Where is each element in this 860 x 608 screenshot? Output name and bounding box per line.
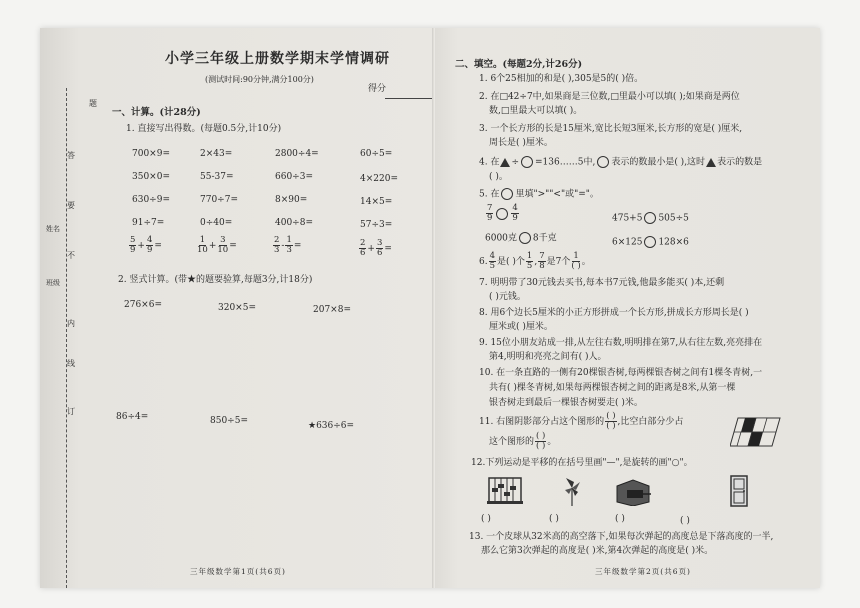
oral-question: 8×90= [275, 195, 308, 205]
compare-item [485, 204, 520, 223]
question-3-line-2: 周长是( )厘米。 [489, 138, 553, 148]
shaded-parallelogram-figure [730, 416, 782, 448]
oral-question: 55-37= [200, 172, 234, 182]
oral-question: 660÷3= [275, 172, 313, 182]
fraction: $\frac{2}{3}$ [274, 235, 280, 255]
pinwheel-icon [563, 476, 581, 506]
question-9-line-1: 9. 15位小朋友站成一排,从左往右数,明明排在第7,从右往左数,亮亮排在 [479, 338, 763, 348]
question-4-line-1: 4. 在 ÷ =136……5中, 表示的数最小是( ),这时 表示的数是 [479, 157, 763, 168]
exam-title: 小学三年级上册数学期末学情调研 [165, 51, 390, 67]
question-11-line-2: 这个图形的 $\frac{( )}{( )}$ 。 [489, 431, 557, 451]
fraction: $\frac{1}{3}$ [286, 235, 292, 255]
oral-question: 700×9= [132, 149, 170, 159]
binding-char: 不 [67, 251, 75, 260]
page-2 [435, 28, 820, 588]
fraction-question: $\frac{2}{6}$ + $\frac{3}{6}$ = [360, 238, 392, 258]
question-10-line-2: 共有( )棵冬青树,如果每两棵银杏树之间的距离是8米,从第一棵 [489, 383, 736, 393]
binding-char: 内 [67, 319, 75, 328]
fraction: $\frac{1}{( )}$ [571, 251, 581, 271]
binding-line [66, 88, 68, 588]
question-13-line-1: 13. 一个皮球从32米高的高空落下,如果每次弹起的高度总是下落高度的一半, [469, 532, 774, 542]
fraction: $\frac{3}{6}$ [376, 238, 383, 258]
vertical-question: 86÷4= [116, 412, 149, 422]
question-3-line-1: 3. 一个长方形的长是15厘米,宽比长短3厘米,长方形的宽是( )厘米, [479, 124, 743, 134]
oral-question: 60÷5= [360, 149, 393, 159]
binding-char: 线 [67, 359, 75, 368]
fraction: $\frac{2}{6}$ [360, 238, 366, 258]
question-10-line-1: 10. 在一条直路的一侧有20棵银杏树,每两棵银杏树之间有1棵冬青树,一 [479, 368, 763, 378]
vertical-question-starred: ★636÷6= [308, 421, 355, 431]
question-5: 5. 在 里填">""<"或"="。 [479, 189, 599, 200]
fraction-question: $\frac{1}{10}$ + $\frac{3}{10}$ = [197, 235, 237, 255]
fraction: $\frac{5}{9}$ [130, 235, 136, 255]
fraction: $\frac{4}{5}$ [489, 251, 496, 271]
answer-blank[interactable]: ( ) [481, 514, 491, 524]
compare-circle[interactable] [519, 232, 531, 244]
question-7-line-1: 7. 明明带了30元钱去买书,每本书7元钱,他最多能买( )本,还剩 [479, 278, 725, 288]
drawer-icon [613, 478, 653, 506]
compare-item: 6×125 128×6 [612, 237, 689, 248]
door-icon [729, 474, 749, 508]
question-2-line-2: 数,□里最大可以填( )。 [489, 106, 583, 116]
exam-subtitle: (测试时间:90分钟,满分100分) [205, 75, 314, 84]
oral-question: 770÷7= [200, 195, 238, 205]
fraction: $\frac{3}{10}$ [217, 235, 229, 255]
fraction-question: $\frac{5}{9}$ + $\frac{4}{9}$ = [130, 235, 162, 255]
fraction: $\frac{1}{10}$ [197, 235, 208, 255]
answer-blank[interactable]: ( ) [615, 514, 625, 524]
question-12: 12.下列运动是平移的在括号里画"—",是旋转的画"○"。 [471, 458, 693, 468]
exam-paper [40, 28, 820, 588]
fraction: $\frac{( )}{( )}$ [536, 431, 546, 451]
oral-question: 4×220= [360, 174, 398, 184]
oral-question: 2800÷4= [275, 149, 319, 159]
compare-circle[interactable] [644, 236, 656, 248]
compare-item: 475+5 505÷5 [612, 213, 689, 224]
question-2-line-1: 2. 在□42÷7中,如果商是三位数,□里最小可以填( );如果商是两位 [479, 92, 740, 102]
subsection-1-2: 2. 竖式计算。(带★的题要验算,每题3分,计18分) [118, 275, 313, 285]
oral-question: 400÷8= [275, 218, 313, 228]
vertical-question: 320×5= [218, 303, 256, 313]
abacus-icon [487, 474, 523, 506]
circle-icon [597, 156, 609, 168]
binding-char: 题 [89, 99, 97, 108]
question-6: 6. $\frac{4}{5}$ 是( )个 $\frac{1}{5}$ , $\frac{7}{8}$ 是7个 $\frac{1}{( )}$ 。 [479, 251, 591, 271]
question-1: 1. 6个25相加的和是( ),305是5的( )倍。 [479, 74, 644, 84]
vertical-question: 276×6= [124, 300, 162, 310]
oral-question: 2×43= [200, 149, 233, 159]
oral-question: 91÷7= [132, 218, 165, 228]
question-9-line-2: 第4,明明和亮亮之间有( )人。 [489, 352, 607, 362]
oral-question: 630÷9= [132, 195, 170, 205]
binding-char: 答 [67, 151, 75, 160]
fraction: $\frac{( )}{( )}$ [606, 411, 616, 431]
score-label: 得分 [368, 84, 387, 94]
subsection-1-1: 1. 直接写出得数。(每题0.5分,计10分) [126, 124, 282, 134]
question-4-line-2: ( )。 [489, 172, 508, 182]
fraction: $\frac{7}{8}$ [539, 251, 545, 271]
oral-question: 0÷40= [200, 218, 233, 228]
circle-icon [501, 188, 513, 200]
question-8-line-1: 8. 用6个边长5厘米的小正方形拼成一个长方形,拼成长方形周长是( ) [479, 308, 749, 318]
triangle-icon [706, 158, 716, 167]
section-2-heading: 二、填空。(每题2分,计26分) [455, 59, 583, 70]
binding-label-class: 班级 [46, 279, 60, 287]
vertical-question: 850÷5= [210, 416, 248, 426]
vertical-question: 207×8= [313, 305, 351, 315]
answer-blank[interactable]: ( ) [680, 516, 690, 526]
page-2-footer: 三年级数学第2页(共6页) [595, 567, 691, 576]
oral-question: 350×0= [132, 172, 170, 182]
question-11-line-1: 11. 右图阴影部分占这个图形的 $\frac{( )}{( )}$ ,比空白部分少占 [479, 411, 684, 431]
oral-question: 57÷3= [360, 220, 393, 230]
triangle-icon [500, 158, 510, 167]
fraction: $\frac{7}{9}$ [487, 203, 493, 223]
fraction: $\frac{4}{9}$ [512, 203, 518, 223]
oral-question: 14×5= [360, 197, 393, 207]
question-7-line-2: ( )元钱。 [489, 292, 526, 302]
compare-circle[interactable] [496, 208, 508, 220]
binding-char: 订 [67, 407, 75, 416]
binding-label-name: 姓名 [46, 225, 60, 233]
binding-char: 要 [67, 201, 75, 210]
fraction: $\frac{1}{5}$ [526, 251, 533, 271]
answer-blank[interactable]: ( ) [549, 514, 559, 524]
page-1-footer: 三年级数学第1页(共6页) [190, 567, 286, 576]
section-1-heading: 一、计算。(计28分) [112, 107, 201, 118]
page-1 [40, 28, 435, 588]
question-13-line-2: 那么它第3次弹起的高度是( )米,第4次弹起的高度是( )米。 [481, 546, 714, 556]
compare-item: 6000克 8千克 [485, 233, 557, 244]
question-8-line-2: 厘米或( )厘米。 [489, 322, 553, 332]
score-line[interactable] [385, 98, 433, 99]
question-10-line-3: 银杏树走到最后一棵银杏树要走( )米。 [489, 398, 643, 408]
compare-circle[interactable] [644, 212, 656, 224]
fraction: $\frac{4}{9}$ [146, 235, 153, 255]
fraction-question: $\frac{2}{3}$ - $\frac{1}{3}$ = [274, 235, 302, 255]
circle-icon [521, 156, 533, 168]
